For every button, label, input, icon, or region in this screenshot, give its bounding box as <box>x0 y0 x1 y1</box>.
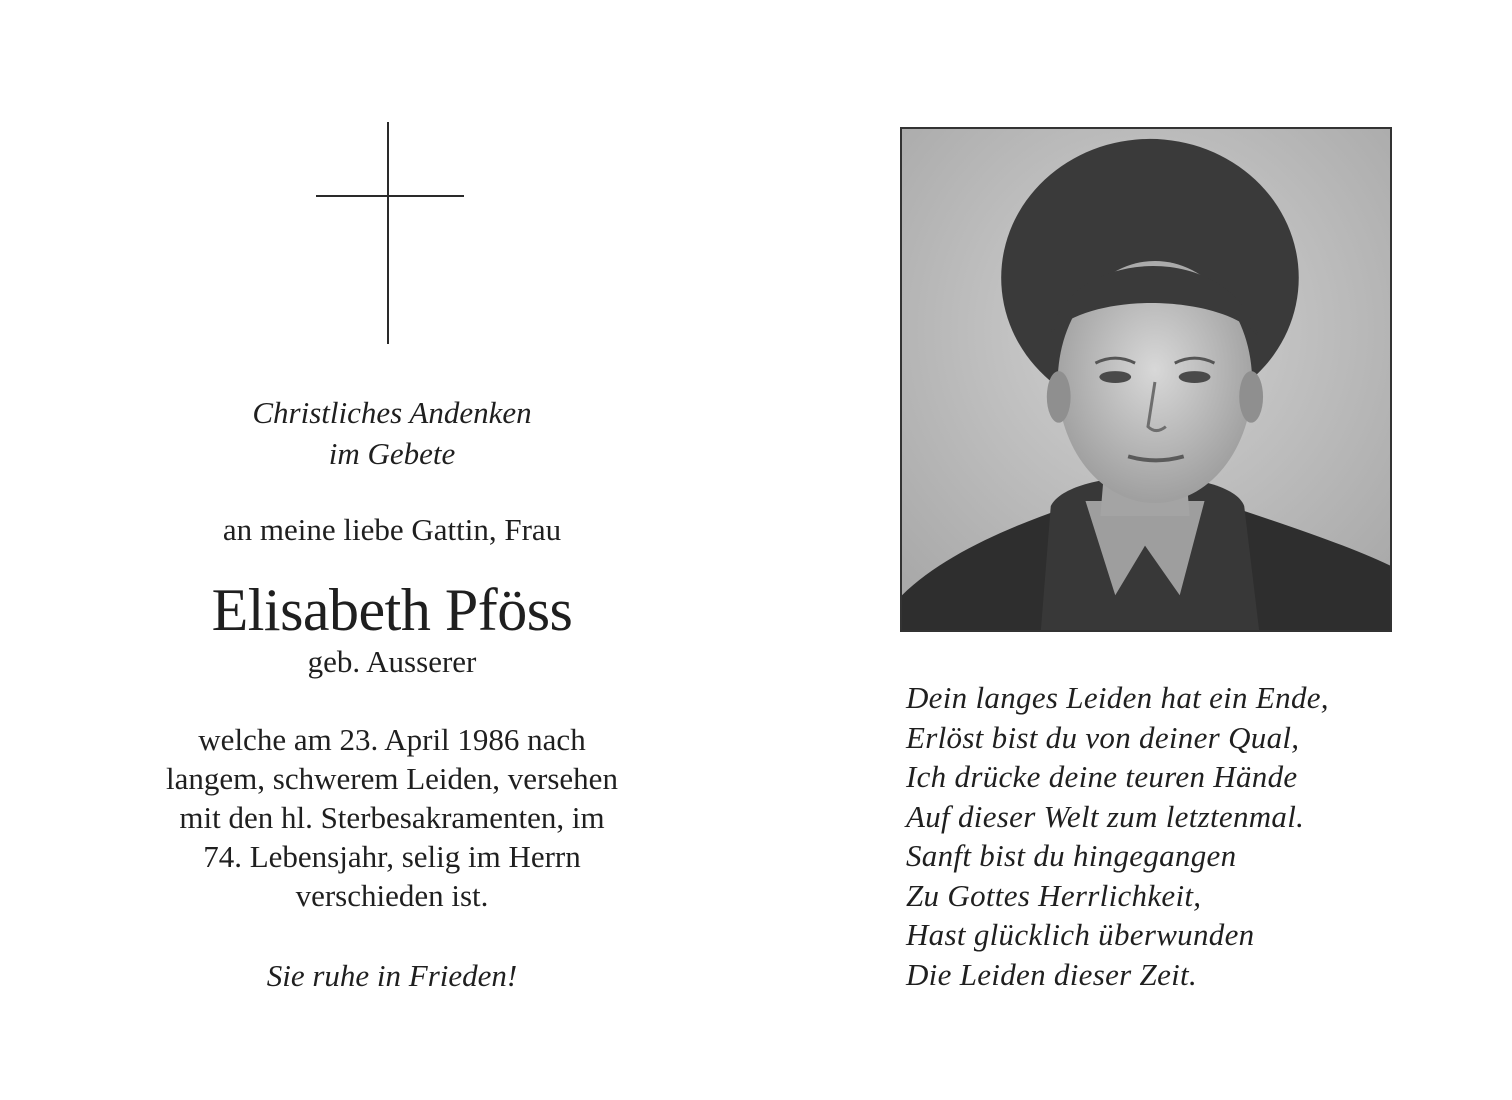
poem-line: Auf dieser Welt zum letztenmal. <box>906 798 1305 834</box>
poem-line: Zu Gottes Herrlichkeit, <box>906 877 1202 913</box>
memorial-poem <box>906 678 1426 994</box>
cross-icon <box>316 122 464 344</box>
portrait-photo <box>900 127 1392 632</box>
deceased-name: Elisabeth Pföss <box>211 577 573 643</box>
poem-line: Hast glücklich überwunden <box>906 917 1255 952</box>
poem-line: Erlöst bist du von deiner Qual, <box>906 719 1300 755</box>
portrait-illustration <box>902 129 1390 630</box>
intro-heading <box>100 392 684 474</box>
dedication: an meine liebe Gattin, Frau <box>222 512 562 547</box>
notice-line: langem, schwerem Leiden, versehen <box>166 761 618 796</box>
notice-line: 74. Lebensjahr, selig im Herrn <box>203 839 581 874</box>
poem-line: Ich drücke deine teuren Hände <box>906 759 1298 794</box>
intro-line: Christliches Andenken <box>252 395 532 430</box>
maiden-name: geb. Ausserer <box>307 644 477 679</box>
poem-line: Dein langes Leiden hat ein Ende, <box>906 680 1329 715</box>
poem-line: Sanft bist du hingegangen <box>906 838 1237 873</box>
notice-line: mit den hl. Sterbesakramenten, im <box>179 800 605 835</box>
death-notice <box>100 720 684 915</box>
closing-blessing: Sie ruhe in Frieden! <box>266 958 518 993</box>
intro-line: im Gebete <box>328 436 456 471</box>
poem-line: Die Leiden dieser Zeit. <box>906 956 1198 992</box>
notice-line: verschieden ist. <box>295 878 489 913</box>
notice-line: welche am 23. April 1986 nach <box>198 722 586 757</box>
